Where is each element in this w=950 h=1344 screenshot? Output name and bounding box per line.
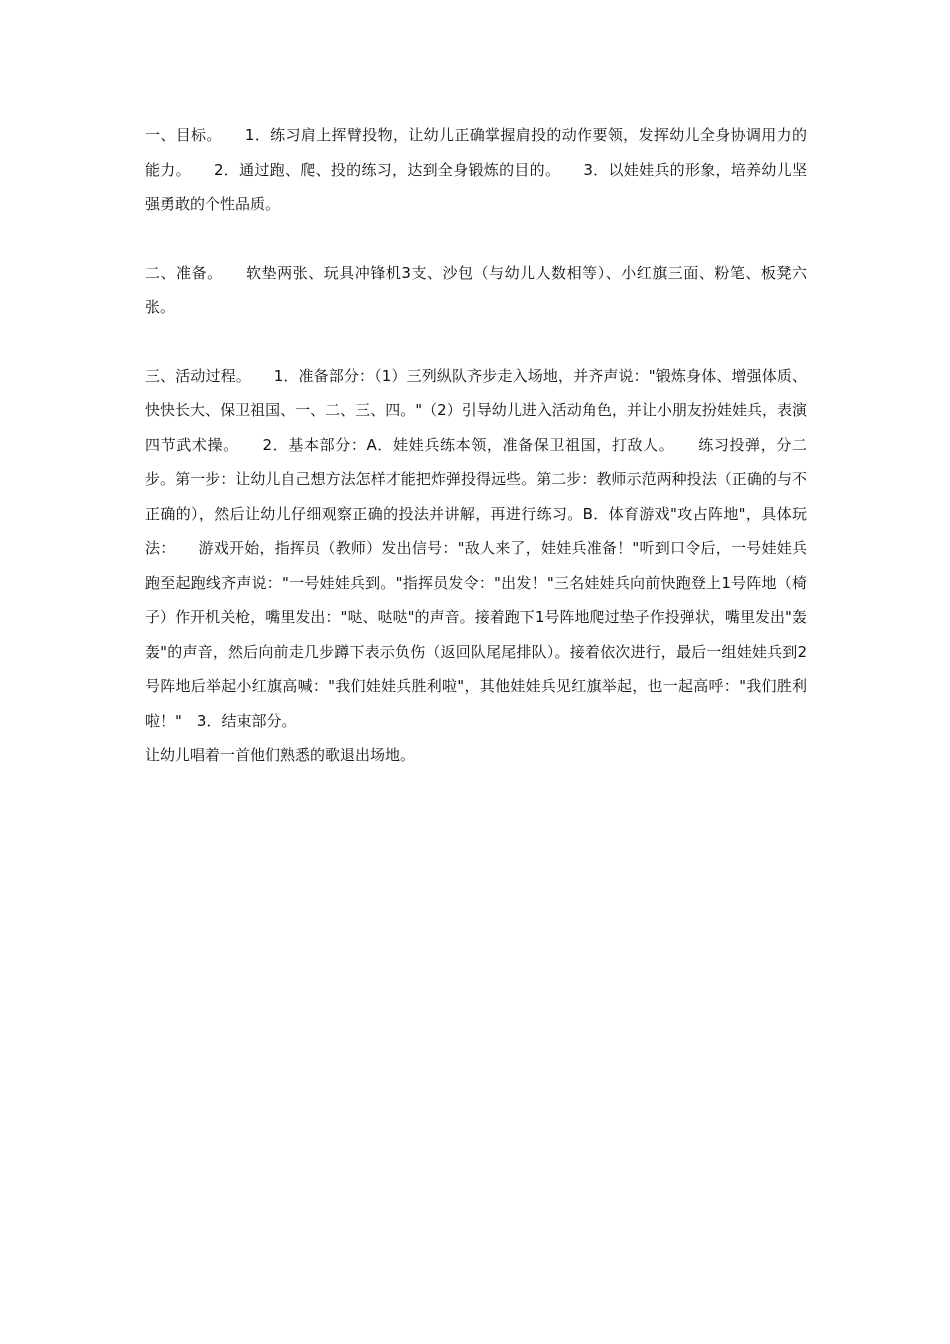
paragraph-spacer <box>145 222 807 256</box>
document-page <box>145 118 807 773</box>
section-process-paragraph: 三、活动过程。 1．准备部分：（1）三列纵队齐步走入场地，并齐声说："锻炼身体、增强体质、快快长大、保卫祖国、一、二、三、四。"（2）引导幼儿进入活动角色，并让小朋友扮娃娃兵，表演四节武术操。 2．基本部分：A．娃娃兵练本领，准备保卫祖国，打敌人。 练习投弹，分二步。第一步：让幼儿自己想方法怎样才能把炸弹投得远些。第二步：教师示范两种投法（正确的与不正确的），然后让幼儿仔细观察正确的投法并讲解，再进行练习。B．体育游戏"攻占阵地"，具体玩法： 游戏开始，指挥员（教师）发出信号："敌人来了，娃娃兵准备！"听到口令后，一号娃娃兵跑至起跑线齐声说："一号娃娃兵到。"指挥员发令："出发！"三名娃娃兵向前快跑登上1号阵地（椅子）作开机关枪，嘴里发出："哒、哒哒"的声音。接着跑下1号阵地爬过垫子作投弹状，嘴里发出"轰轰"的声音，然后向前走几步蹲下表示负伤（返回队尾尾排队）。接着依次进行，最后一组娃娃兵到2号阵地后举起小红旗高喊："我们娃娃兵胜利啦"，其他娃娃兵见红旗举起，也一起高呼："我们胜利啦！" 3．结束部分。 <box>145 366 807 730</box>
section-goals-paragraph: 一、目标。 1．练习肩上挥臂投物，让幼儿正确掌握肩投的动作要领，发挥幼儿全身协调用力的能力。 2．通过跑、爬、投的练习，达到全身锻炼的目的。 3．以娃娃兵的形象，培养幼儿坚强勇敢的个性品质。 <box>145 126 807 213</box>
paragraph-spacer <box>145 325 807 359</box>
closing-paragraph: 让幼儿唱着一首他们熟悉的歌退出场地。 <box>145 746 416 764</box>
section-preparation-paragraph: 二、准备。 软垫两张、玩具冲锋机3支、沙包（与幼儿人数相等）、小红旗三面、粉笔、板凳六张。 <box>145 263 807 316</box>
